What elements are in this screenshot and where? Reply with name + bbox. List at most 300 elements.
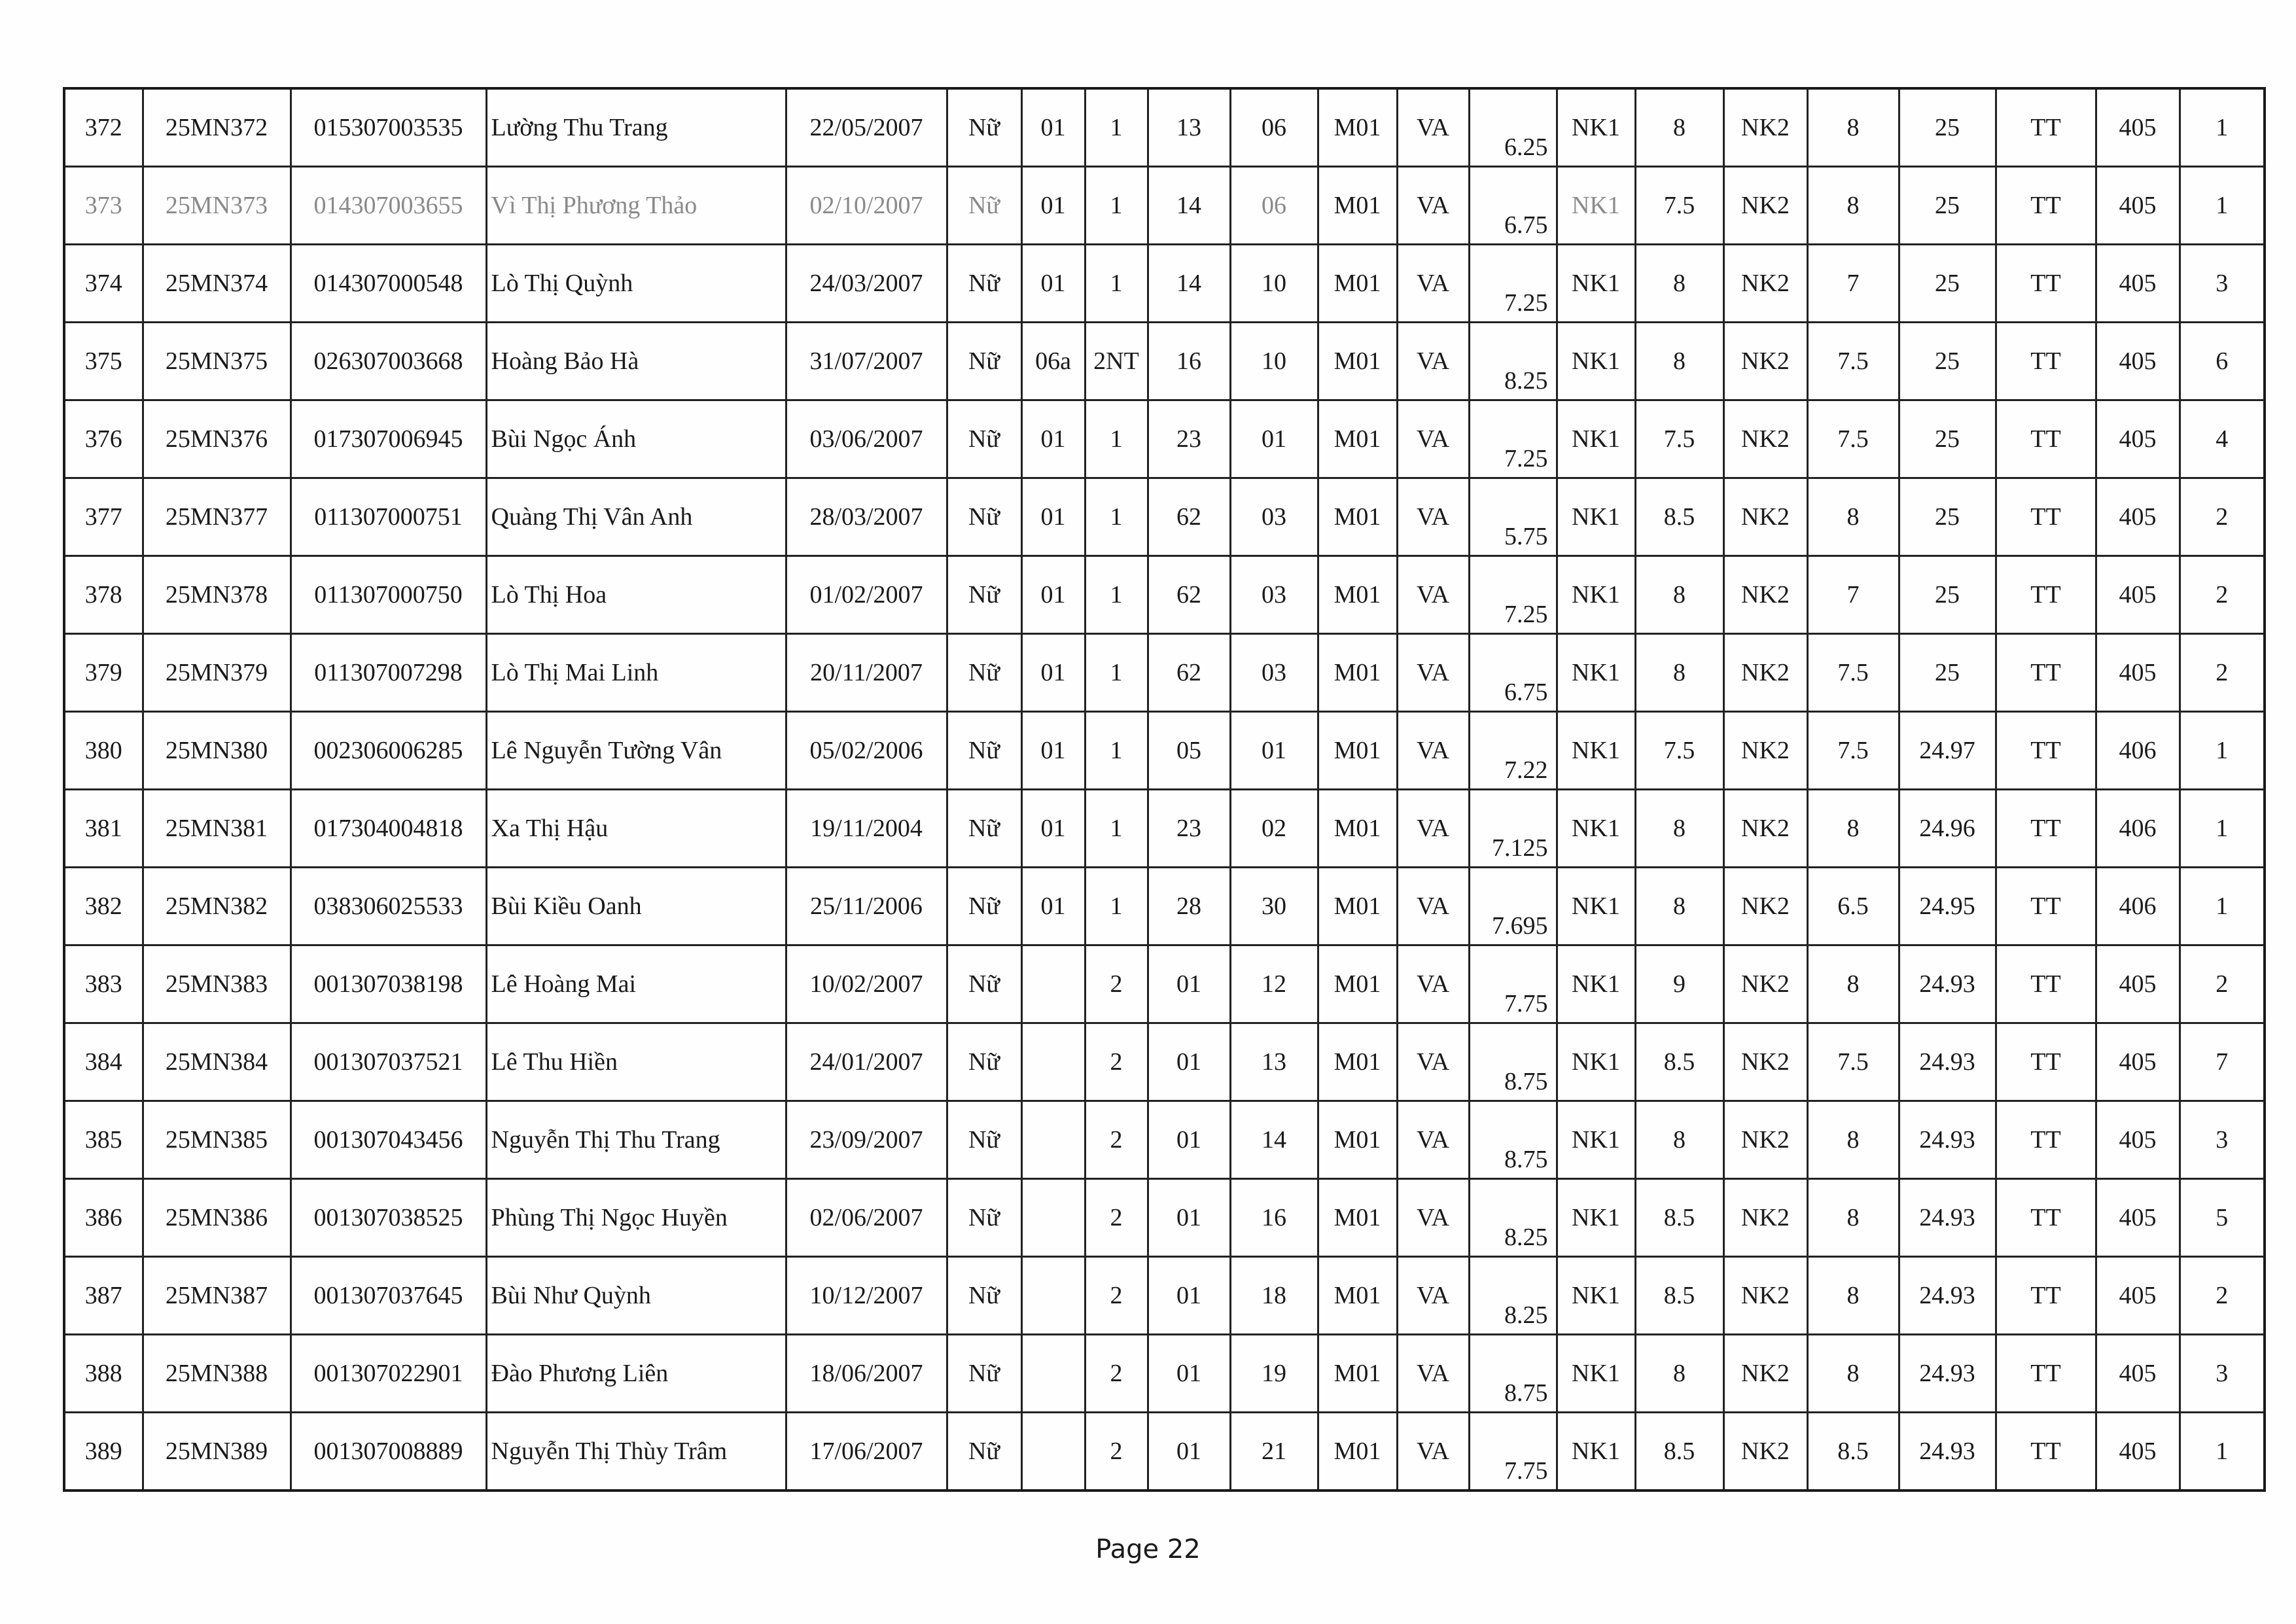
- cell-id-number: 014307000548: [291, 245, 486, 323]
- cell-aptitude2-score: 8: [1807, 1257, 1899, 1335]
- cell-preference-rank: 2: [2180, 556, 2265, 634]
- cell-school-code: 10: [1230, 323, 1318, 400]
- cell-aptitude2-score: 7.5: [1807, 400, 1899, 478]
- table-row: [64, 1101, 2265, 1179]
- cell-date-of-birth: 22/05/2007: [786, 88, 947, 167]
- cell-preference-rank: 1: [2180, 167, 2265, 245]
- cell-full-name: Lê Nguyễn Tường Vân: [486, 712, 786, 790]
- cell-aptitude2-score: 7.5: [1807, 634, 1899, 712]
- cell-region: 2: [1085, 1179, 1148, 1257]
- table-row: [64, 478, 2265, 556]
- cell-aptitude2-score: 8: [1807, 945, 1899, 1023]
- cell-province-code: 13: [1148, 88, 1230, 167]
- cell-region: 2: [1085, 945, 1148, 1023]
- cell-priority-group: 01: [1021, 712, 1085, 790]
- cell-preference-rank: 1: [2180, 868, 2265, 945]
- cell-subject-combo: M01: [1318, 167, 1397, 245]
- cell-candidate-code: 25MN372: [143, 88, 291, 167]
- cell-priority-group: [1021, 1023, 1085, 1101]
- cell-subject-combo: M01: [1318, 790, 1397, 868]
- cell-full-name: Lò Thị Mai Linh: [486, 634, 786, 712]
- table-row: [64, 945, 2265, 1023]
- cell-aptitude2-label: NK2: [1723, 1257, 1807, 1335]
- cell-gender: Nữ: [947, 400, 1021, 478]
- cell-province-code: 28: [1148, 868, 1230, 945]
- cell-major-code: 405: [2096, 1257, 2180, 1335]
- cell-school-code: 06: [1230, 88, 1318, 167]
- cell-subject-score: 7.25: [1469, 245, 1557, 323]
- cell-date-of-birth: 02/10/2007: [786, 167, 947, 245]
- cell-id-number: 015307003535: [291, 88, 486, 167]
- cell-school-code: 06: [1230, 167, 1318, 245]
- cell-priority-group: 01: [1021, 167, 1085, 245]
- cell-region: 1: [1085, 634, 1148, 712]
- cell-preference-rank: 1: [2180, 790, 2265, 868]
- cell-gender: Nữ: [947, 556, 1021, 634]
- cell-aptitude1-score: 8: [1635, 1101, 1723, 1179]
- cell-aptitude1-label: NK1: [1557, 478, 1635, 556]
- cell-major-code: 405: [2096, 88, 2180, 167]
- cell-gender: Nữ: [947, 1023, 1021, 1101]
- cell-status: TT: [1996, 478, 2096, 556]
- cell-province-code: 14: [1148, 245, 1230, 323]
- cell-school-code: 03: [1230, 634, 1318, 712]
- cell-stt: 380: [64, 712, 143, 790]
- cell-aptitude2-label: NK2: [1723, 88, 1807, 167]
- cell-candidate-code: 25MN387: [143, 1257, 291, 1335]
- cell-school-code: 01: [1230, 400, 1318, 478]
- cell-aptitude2-label: NK2: [1723, 634, 1807, 712]
- cell-status: TT: [1996, 88, 2096, 167]
- cell-aptitude1-score: 8: [1635, 245, 1723, 323]
- cell-major-code: 406: [2096, 868, 2180, 945]
- cell-region: 1: [1085, 712, 1148, 790]
- cell-aptitude2-label: NK2: [1723, 945, 1807, 1023]
- cell-id-number: 026307003668: [291, 323, 486, 400]
- cell-region: 2: [1085, 1257, 1148, 1335]
- cell-aptitude1-score: 8: [1635, 556, 1723, 634]
- cell-aptitude2-score: 8: [1807, 88, 1899, 167]
- cell-subject-combo: M01: [1318, 945, 1397, 1023]
- cell-full-name: Quàng Thị Vân Anh: [486, 478, 786, 556]
- cell-subject-score: 7.125: [1469, 790, 1557, 868]
- cell-aptitude1-label: NK1: [1557, 945, 1635, 1023]
- cell-date-of-birth: 17/06/2007: [786, 1413, 947, 1491]
- cell-school-code: 21: [1230, 1413, 1318, 1491]
- cell-preference-rank: 1: [2180, 88, 2265, 167]
- table-row: [64, 1257, 2265, 1335]
- cell-subject-score: 7.25: [1469, 400, 1557, 478]
- cell-subject-combo: M01: [1318, 634, 1397, 712]
- cell-school-code: 02: [1230, 790, 1318, 868]
- cell-preference-rank: 3: [2180, 245, 2265, 323]
- cell-region: 2: [1085, 1101, 1148, 1179]
- cell-total-score: 24.93: [1899, 1179, 1996, 1257]
- cell-total-score: 24.93: [1899, 1101, 1996, 1179]
- cell-aptitude1-label: NK1: [1557, 323, 1635, 400]
- cell-subject: VA: [1397, 712, 1469, 790]
- cell-aptitude1-label: NK1: [1557, 790, 1635, 868]
- cell-full-name: Nguyễn Thị Thu Trang: [486, 1101, 786, 1179]
- cell-status: TT: [1996, 1023, 2096, 1101]
- cell-status: TT: [1996, 556, 2096, 634]
- cell-stt: 384: [64, 1023, 143, 1101]
- cell-preference-rank: 2: [2180, 1257, 2265, 1335]
- table-row: [64, 790, 2265, 868]
- cell-date-of-birth: 01/02/2007: [786, 556, 947, 634]
- cell-candidate-code: 25MN383: [143, 945, 291, 1023]
- cell-id-number: 001307037645: [291, 1257, 486, 1335]
- cell-aptitude2-score: 8: [1807, 1335, 1899, 1413]
- cell-subject: VA: [1397, 945, 1469, 1023]
- cell-stt: 375: [64, 323, 143, 400]
- cell-school-code: 30: [1230, 868, 1318, 945]
- cell-region: 2NT: [1085, 323, 1148, 400]
- cell-id-number: 001307037521: [291, 1023, 486, 1101]
- cell-region: 1: [1085, 478, 1148, 556]
- cell-subject-score: 6.75: [1469, 634, 1557, 712]
- cell-total-score: 25: [1899, 88, 1996, 167]
- cell-candidate-code: 25MN377: [143, 478, 291, 556]
- cell-date-of-birth: 20/11/2007: [786, 634, 947, 712]
- cell-total-score: 25: [1899, 323, 1996, 400]
- cell-full-name: Bùi Như Quỳnh: [486, 1257, 786, 1335]
- table-row: [64, 556, 2265, 634]
- cell-priority-group: 01: [1021, 556, 1085, 634]
- cell-total-score: 24.95: [1899, 868, 1996, 945]
- cell-aptitude2-score: 8: [1807, 478, 1899, 556]
- cell-subject-score: 8.75: [1469, 1101, 1557, 1179]
- cell-school-code: 03: [1230, 478, 1318, 556]
- cell-aptitude1-label: NK1: [1557, 1101, 1635, 1179]
- cell-aptitude1-score: 8: [1635, 790, 1723, 868]
- cell-priority-group: 01: [1021, 868, 1085, 945]
- cell-aptitude1-label: NK1: [1557, 556, 1635, 634]
- cell-stt: 376: [64, 400, 143, 478]
- cell-aptitude1-score: 8: [1635, 868, 1723, 945]
- cell-total-score: 24.93: [1899, 1335, 1996, 1413]
- cell-aptitude1-score: 7.5: [1635, 712, 1723, 790]
- cell-major-code: 405: [2096, 323, 2180, 400]
- cell-total-score: 25: [1899, 478, 1996, 556]
- cell-subject-score: 8.25: [1469, 1257, 1557, 1335]
- cell-subject: VA: [1397, 323, 1469, 400]
- cell-aptitude1-label: NK1: [1557, 88, 1635, 167]
- cell-aptitude2-score: 7.5: [1807, 1023, 1899, 1101]
- cell-major-code: 405: [2096, 1413, 2180, 1491]
- cell-major-code: 405: [2096, 1101, 2180, 1179]
- cell-id-number: 017304004818: [291, 790, 486, 868]
- cell-status: TT: [1996, 868, 2096, 945]
- cell-subject-combo: M01: [1318, 1179, 1397, 1257]
- cell-date-of-birth: 24/03/2007: [786, 245, 947, 323]
- cell-total-score: 25: [1899, 400, 1996, 478]
- cell-region: 1: [1085, 790, 1148, 868]
- cell-aptitude2-score: 8: [1807, 1101, 1899, 1179]
- cell-priority-group: 01: [1021, 634, 1085, 712]
- cell-subject: VA: [1397, 790, 1469, 868]
- cell-subject: VA: [1397, 868, 1469, 945]
- cell-full-name: Lường Thu Trang: [486, 88, 786, 167]
- cell-date-of-birth: 10/12/2007: [786, 1257, 947, 1335]
- cell-id-number: 001307008889: [291, 1413, 486, 1491]
- cell-total-score: 25: [1899, 167, 1996, 245]
- cell-aptitude2-score: 6.5: [1807, 868, 1899, 945]
- cell-priority-group: [1021, 1101, 1085, 1179]
- cell-status: TT: [1996, 245, 2096, 323]
- cell-school-code: 03: [1230, 556, 1318, 634]
- cell-province-code: 01: [1148, 1335, 1230, 1413]
- cell-province-code: 01: [1148, 1257, 1230, 1335]
- cell-total-score: 24.96: [1899, 790, 1996, 868]
- cell-subject-score: 8.25: [1469, 323, 1557, 400]
- cell-candidate-code: 25MN375: [143, 323, 291, 400]
- cell-stt: 372: [64, 88, 143, 167]
- cell-subject-combo: M01: [1318, 868, 1397, 945]
- cell-date-of-birth: 05/02/2006: [786, 712, 947, 790]
- cell-province-code: 23: [1148, 790, 1230, 868]
- cell-gender: Nữ: [947, 323, 1021, 400]
- cell-subject-score: 5.75: [1469, 478, 1557, 556]
- cell-candidate-code: 25MN379: [143, 634, 291, 712]
- cell-province-code: 01: [1148, 1413, 1230, 1491]
- cell-gender: Nữ: [947, 478, 1021, 556]
- cell-priority-group: 01: [1021, 245, 1085, 323]
- cell-aptitude2-score: 7: [1807, 245, 1899, 323]
- cell-province-code: 01: [1148, 1023, 1230, 1101]
- cell-aptitude2-score: 8: [1807, 790, 1899, 868]
- cell-aptitude1-label: NK1: [1557, 1023, 1635, 1101]
- cell-id-number: 011307000751: [291, 478, 486, 556]
- cell-date-of-birth: 25/11/2006: [786, 868, 947, 945]
- cell-aptitude2-score: 7: [1807, 556, 1899, 634]
- cell-subject-score: 6.75: [1469, 167, 1557, 245]
- cell-aptitude2-score: 8.5: [1807, 1413, 1899, 1491]
- cell-gender: Nữ: [947, 1257, 1021, 1335]
- cell-total-score: 25: [1899, 634, 1996, 712]
- cell-gender: Nữ: [947, 790, 1021, 868]
- cell-date-of-birth: 18/06/2007: [786, 1335, 947, 1413]
- cell-province-code: 62: [1148, 556, 1230, 634]
- cell-full-name: Lò Thị Hoa: [486, 556, 786, 634]
- cell-gender: Nữ: [947, 1179, 1021, 1257]
- cell-candidate-code: 25MN378: [143, 556, 291, 634]
- cell-aptitude1-score: 7.5: [1635, 167, 1723, 245]
- cell-status: TT: [1996, 1257, 2096, 1335]
- cell-aptitude1-label: NK1: [1557, 245, 1635, 323]
- candidate-table: [63, 87, 2266, 1492]
- cell-full-name: Bùi Kiều Oanh: [486, 868, 786, 945]
- cell-aptitude2-score: 8: [1807, 167, 1899, 245]
- cell-major-code: 405: [2096, 400, 2180, 478]
- cell-preference-rank: 5: [2180, 1179, 2265, 1257]
- table-row: [64, 1023, 2265, 1101]
- cell-aptitude2-label: NK2: [1723, 1101, 1807, 1179]
- cell-aptitude1-label: NK1: [1557, 1335, 1635, 1413]
- cell-priority-group: [1021, 1179, 1085, 1257]
- cell-gender: Nữ: [947, 634, 1021, 712]
- cell-aptitude1-label: NK1: [1557, 712, 1635, 790]
- cell-major-code: 406: [2096, 790, 2180, 868]
- cell-priority-group: 01: [1021, 478, 1085, 556]
- page-number: Page 22: [1095, 1534, 1201, 1564]
- cell-subject-combo: M01: [1318, 88, 1397, 167]
- cell-priority-group: 06a: [1021, 323, 1085, 400]
- cell-stt: 378: [64, 556, 143, 634]
- cell-date-of-birth: 19/11/2004: [786, 790, 947, 868]
- table-row: [64, 400, 2265, 478]
- table-row: [64, 88, 2265, 167]
- cell-subject-score: 6.25: [1469, 88, 1557, 167]
- cell-major-code: 406: [2096, 712, 2180, 790]
- cell-gender: Nữ: [947, 712, 1021, 790]
- cell-major-code: 405: [2096, 245, 2180, 323]
- cell-priority-group: 01: [1021, 400, 1085, 478]
- cell-region: 1: [1085, 167, 1148, 245]
- cell-major-code: 405: [2096, 167, 2180, 245]
- cell-preference-rank: 3: [2180, 1101, 2265, 1179]
- cell-aptitude2-score: 8: [1807, 1179, 1899, 1257]
- cell-date-of-birth: 10/02/2007: [786, 945, 947, 1023]
- cell-preference-rank: 3: [2180, 1335, 2265, 1413]
- cell-subject-combo: M01: [1318, 712, 1397, 790]
- cell-region: 1: [1085, 245, 1148, 323]
- table-row: [64, 323, 2265, 400]
- cell-region: 1: [1085, 400, 1148, 478]
- cell-major-code: 405: [2096, 945, 2180, 1023]
- table-row: [64, 245, 2265, 323]
- cell-subject-score: 8.75: [1469, 1023, 1557, 1101]
- cell-id-number: 002306006285: [291, 712, 486, 790]
- cell-aptitude2-label: NK2: [1723, 167, 1807, 245]
- cell-gender: Nữ: [947, 245, 1021, 323]
- cell-subject-score: 7.22: [1469, 712, 1557, 790]
- table-row: [64, 868, 2265, 945]
- cell-stt: 389: [64, 1413, 143, 1491]
- cell-total-score: 24.97: [1899, 712, 1996, 790]
- cell-aptitude1-score: 8: [1635, 634, 1723, 712]
- cell-date-of-birth: 02/06/2007: [786, 1179, 947, 1257]
- cell-aptitude1-score: 8: [1635, 323, 1723, 400]
- cell-gender: Nữ: [947, 1101, 1021, 1179]
- cell-aptitude1-label: NK1: [1557, 400, 1635, 478]
- cell-preference-rank: 7: [2180, 1023, 2265, 1101]
- cell-subject-combo: M01: [1318, 400, 1397, 478]
- cell-aptitude2-label: NK2: [1723, 1023, 1807, 1101]
- cell-aptitude2-score: 7.5: [1807, 323, 1899, 400]
- cell-subject-score: 7.75: [1469, 945, 1557, 1023]
- table-body: [64, 88, 2265, 1491]
- cell-aptitude1-label: NK1: [1557, 1257, 1635, 1335]
- cell-priority-group: [1021, 945, 1085, 1023]
- cell-subject: VA: [1397, 1023, 1469, 1101]
- cell-stt: 385: [64, 1101, 143, 1179]
- cell-total-score: 25: [1899, 245, 1996, 323]
- cell-total-score: 24.93: [1899, 945, 1996, 1023]
- cell-stt: 379: [64, 634, 143, 712]
- cell-full-name: Xa Thị Hậu: [486, 790, 786, 868]
- cell-subject: VA: [1397, 1257, 1469, 1335]
- cell-date-of-birth: 03/06/2007: [786, 400, 947, 478]
- cell-preference-rank: 2: [2180, 478, 2265, 556]
- cell-school-code: 18: [1230, 1257, 1318, 1335]
- cell-status: TT: [1996, 167, 2096, 245]
- cell-school-code: 16: [1230, 1179, 1318, 1257]
- cell-id-number: 011307000750: [291, 556, 486, 634]
- cell-date-of-birth: 28/03/2007: [786, 478, 947, 556]
- cell-preference-rank: 2: [2180, 634, 2265, 712]
- cell-candidate-code: 25MN386: [143, 1179, 291, 1257]
- cell-status: TT: [1996, 400, 2096, 478]
- cell-aptitude1-label: NK1: [1557, 1179, 1635, 1257]
- cell-major-code: 405: [2096, 1023, 2180, 1101]
- cell-province-code: 14: [1148, 167, 1230, 245]
- cell-region: 2: [1085, 1023, 1148, 1101]
- cell-candidate-code: 25MN374: [143, 245, 291, 323]
- cell-stt: 381: [64, 790, 143, 868]
- cell-status: TT: [1996, 790, 2096, 868]
- cell-date-of-birth: 23/09/2007: [786, 1101, 947, 1179]
- cell-status: TT: [1996, 945, 2096, 1023]
- cell-preference-rank: 2: [2180, 945, 2265, 1023]
- cell-stt: 382: [64, 868, 143, 945]
- cell-subject-score: 7.25: [1469, 556, 1557, 634]
- table-row: [64, 712, 2265, 790]
- cell-status: TT: [1996, 634, 2096, 712]
- cell-stt: 377: [64, 478, 143, 556]
- cell-aptitude1-score: 8.5: [1635, 1023, 1723, 1101]
- cell-full-name: Hoàng Bảo Hà: [486, 323, 786, 400]
- cell-aptitude2-label: NK2: [1723, 1179, 1807, 1257]
- cell-province-code: 62: [1148, 634, 1230, 712]
- cell-total-score: 24.93: [1899, 1257, 1996, 1335]
- cell-priority-group: [1021, 1335, 1085, 1413]
- cell-aptitude1-score: 8.5: [1635, 1413, 1723, 1491]
- cell-aptitude2-label: NK2: [1723, 478, 1807, 556]
- cell-total-score: 25: [1899, 556, 1996, 634]
- cell-id-number: 001307022901: [291, 1335, 486, 1413]
- cell-status: TT: [1996, 1413, 2096, 1491]
- cell-subject-combo: M01: [1318, 323, 1397, 400]
- cell-subject-combo: M01: [1318, 478, 1397, 556]
- cell-full-name: Đào Phương Liên: [486, 1335, 786, 1413]
- cell-aptitude2-label: NK2: [1723, 1413, 1807, 1491]
- cell-candidate-code: 25MN380: [143, 712, 291, 790]
- cell-id-number: 011307007298: [291, 634, 486, 712]
- cell-major-code: 405: [2096, 478, 2180, 556]
- cell-preference-rank: 6: [2180, 323, 2265, 400]
- cell-subject-combo: M01: [1318, 1101, 1397, 1179]
- cell-subject-combo: M01: [1318, 1023, 1397, 1101]
- cell-status: TT: [1996, 323, 2096, 400]
- cell-preference-rank: 4: [2180, 400, 2265, 478]
- cell-school-code: 12: [1230, 945, 1318, 1023]
- cell-full-name: Bùi Ngọc Ánh: [486, 400, 786, 478]
- cell-aptitude2-label: NK2: [1723, 712, 1807, 790]
- cell-subject: VA: [1397, 167, 1469, 245]
- cell-gender: Nữ: [947, 167, 1021, 245]
- cell-region: 2: [1085, 1413, 1148, 1491]
- cell-aptitude1-score: 8.5: [1635, 478, 1723, 556]
- cell-aptitude1-label: NK1: [1557, 1413, 1635, 1491]
- table-row: [64, 1179, 2265, 1257]
- cell-stt: 374: [64, 245, 143, 323]
- cell-subject: VA: [1397, 478, 1469, 556]
- cell-id-number: 001307043456: [291, 1101, 486, 1179]
- cell-id-number: 038306025533: [291, 868, 486, 945]
- cell-school-code: 01: [1230, 712, 1318, 790]
- cell-priority-group: [1021, 1413, 1085, 1491]
